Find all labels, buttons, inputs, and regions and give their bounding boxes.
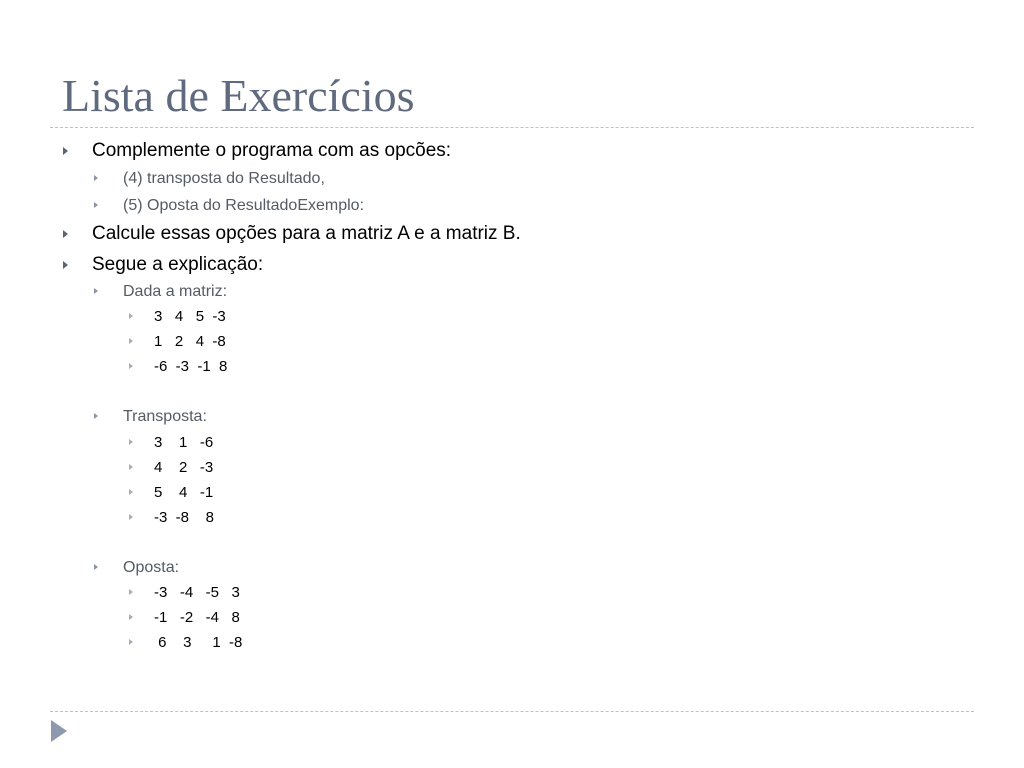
bullet-arrow-icon — [129, 313, 133, 319]
bullet-arrow-icon — [129, 514, 133, 520]
matrix-row-text: 4 2 -3 — [154, 459, 214, 476]
bullet-item — [92, 253, 263, 277]
matrix-row-text: 5 4 -1 — [154, 484, 214, 501]
bullet-text: (5) Oposta do ResultadoExemplo: — [123, 197, 365, 214]
matrix-row — [154, 483, 213, 503]
bullet-item — [92, 139, 451, 163]
sub-bullet-item — [123, 195, 364, 217]
matrix-row-text: -1 -2 -4 8 — [154, 609, 240, 626]
bullet-arrow-icon — [94, 175, 98, 181]
bullet-text: Dada a matriz: — [123, 283, 228, 300]
top-divider — [50, 127, 974, 128]
matrix-row — [154, 508, 214, 528]
bullet-arrow-icon — [63, 261, 68, 269]
matrix-row-text: 3 4 5 -3 — [154, 308, 226, 325]
matrix-row-text: -6 -3 -1 8 — [154, 358, 228, 375]
bullet-arrow-icon — [63, 147, 68, 155]
sub-bullet-item — [123, 557, 179, 579]
matrix-row-text: 1 2 4 -8 — [154, 333, 226, 350]
bottom-divider — [50, 711, 974, 712]
matrix-row — [154, 433, 213, 453]
bullet-arrow-icon — [94, 288, 98, 294]
bullet-arrow-icon — [129, 338, 133, 344]
matrix-row-text: 3 1 -6 — [154, 434, 214, 451]
bullet-arrow-icon — [129, 363, 133, 369]
matrix-row-text: -3 -8 8 — [154, 509, 215, 526]
bullet-text: Calcule essas opções para a matriz A e a matriz B. — [92, 223, 521, 244]
bullet-arrow-icon — [129, 464, 133, 470]
bullet-arrow-icon — [129, 614, 133, 620]
bullet-text: (4) transposta do Resultado, — [123, 170, 325, 187]
bullet-arrow-icon — [94, 564, 98, 570]
sub-bullet-item — [123, 168, 325, 190]
matrix-row — [154, 307, 226, 327]
slide-title: Lista de Exercícios — [62, 70, 415, 121]
matrix-row — [154, 608, 240, 628]
sub-bullet-item — [123, 406, 207, 428]
bullet-text: Transposta: — [123, 408, 207, 425]
matrix-row-text: 6 3 1 -8 — [154, 634, 243, 651]
bullet-arrow-icon — [129, 639, 133, 645]
bullet-text: Oposta: — [123, 559, 180, 576]
bullet-arrow-icon — [63, 230, 68, 238]
matrix-row — [154, 583, 240, 603]
triangle-arrow-icon — [51, 720, 67, 742]
matrix-row — [154, 633, 242, 653]
matrix-row — [154, 458, 213, 478]
bullet-item — [92, 222, 521, 246]
matrix-row — [154, 357, 227, 377]
bullet-text: Complemente o programa com as opcões: — [92, 140, 452, 161]
sub-bullet-item — [123, 281, 227, 303]
matrix-row-text: -3 -4 -5 3 — [154, 584, 240, 601]
bullet-arrow-icon — [129, 439, 133, 445]
matrix-row — [154, 332, 226, 352]
bullet-arrow-icon — [94, 202, 98, 208]
bullet-arrow-icon — [129, 489, 133, 495]
bullet-text: Segue a explicação: — [92, 254, 264, 275]
bullet-arrow-icon — [94, 413, 98, 419]
bullet-arrow-icon — [129, 589, 133, 595]
